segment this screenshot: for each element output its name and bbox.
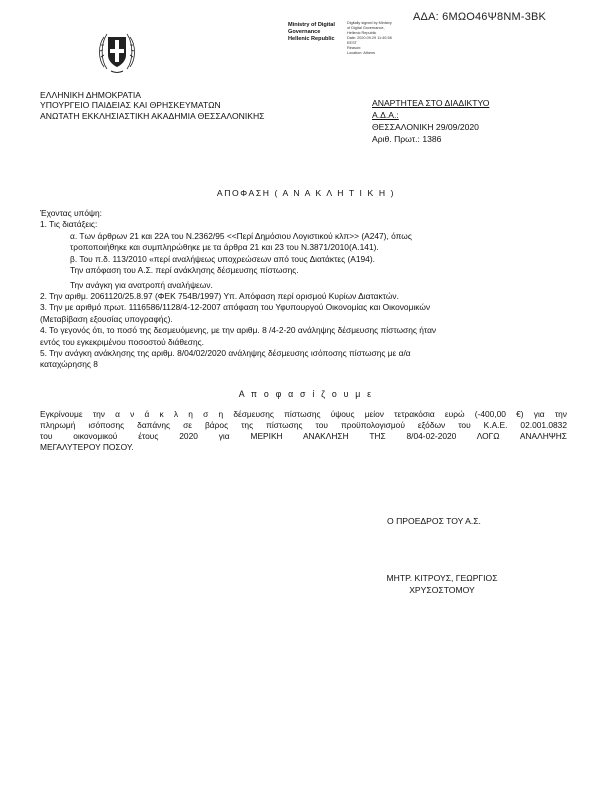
item-5: 5. Την ανάγκη ανάκλησης της αριθμ. 8/04/02/2020 ανάληψης δέσμευσης ισόποσης πίστωσης με α/α — [40, 348, 411, 359]
signatory-name: ΜΗΤΡ. ΚΙΤΡΟΥΣ, ΓΕΩΡΓΙΟΣ ΧΡΥΣΟΣΤΟΜΟΥ — [386, 573, 498, 595]
anartiteo-label: ΑΝΑΡΤΗΤΕΑ ΣΤΟ ΔΙΑΔΙΚΤΥΟ — [372, 98, 490, 108]
decision-text: Εγκρίνουμε την α ν ά κ λ η σ η δέσμευσης πίστωσης ύψους μείον τετρακόσια ευρώ (-400,00 €) για την πληρωμή ισόποσης δαπάνης σε βάρος της πίστωσης του προϋπολογισμού εξόδων του Κ.Α.Ε. 02.001.0832 του οικονομικού έτους 2020 για ΜΕΡΙΚΗ ΑΝΑΚΛΗΣΗ ΤΗΣ 8/04-02-2020 ΛΟΓΩ ΑΝΑΛΗΨΗΣ ΜΕΓΑΛΥΤΕΡΟΥ ΠΟΣΟΥ. — [40, 409, 567, 453]
organization-header: ΕΛΛΗΝΙΚΗ ΔΗΜΟΚΡΑΤΙΑ ΥΠΟΥΡΓΕΙΟ ΠΑΙΔΕΙΑΣ ΚΑΙ ΘΡΗΣΚΕΥΜΑΤΩΝ ΑΝΩΤΑΤΗ ΕΚΚΛΗΣΙΑΣΤΙΚΗ ΑΚΑΔΗΜΙΑ ΘΕΣΣΑΛΟΝΙΚΗΣ — [40, 90, 265, 121]
item-5-cont: καταχώρησης 8 — [40, 359, 98, 370]
item-4: 4. Το γεγονός ότι, το ποσό της δεσμευόμενης, με την αριθμ. 8 /4-2-20 ανάληψης δέσμευσης πίστωσης ήταν — [40, 325, 437, 336]
publication-info — [372, 97, 489, 145]
item-2: 2. Την αριθμ. 2061120/25.8.97 (ΦΕΚ 754Β/1997) Υπ. Απόφαση περί ορισμού Κυρίων Διατακτών. — [40, 290, 399, 301]
item-1d: Την ανάγκη για ανατροπή αναλήψεων. — [70, 279, 213, 290]
digital-signature-details: Digitally signed by Ministry of Digital Governance, Hellenic Republic Date: 2020.09.29 11:40:58 EEST Reason: Location: Athens — [347, 21, 392, 55]
item-1a: α. Των άρθρων 21 και 22Α του Ν.2362/95 <<Περί Δημόσιου Λογιστικού κλπ>> (Α247), όπως — [70, 230, 412, 241]
item-1: 1. Τις διατάξεις: — [40, 219, 98, 230]
item-3: 3. Την με αριθμό πρωτ. 1116586/1128/4-12-2007 απόφαση του Υφυπουργού Οικονομίας και Οικονομικών — [40, 302, 431, 313]
considerations — [40, 208, 570, 371]
ada-number: ΑΔΑ: 6ΜΩΟ46Ψ8ΝΜ-3ΒΚ — [413, 11, 547, 23]
greek-coat-of-arms-icon — [96, 27, 138, 75]
document-title: ΑΠΟΦΑΣΗ ( Α Ν Α Κ Λ Η Τ Ι Κ Η ) — [216, 188, 396, 198]
decision-heading: Α π ο φ α σ ί ζ ο υ μ ε — [238, 389, 374, 399]
digital-signature-block: Ministry of Digital Governance Hellenic Republic — [288, 22, 335, 42]
item-1c: Την απόφαση του Α.Σ. περί ανάκλησης δέσμευσης πίστωσης. — [70, 265, 299, 276]
item-3-cont: (Μεταβίβαση εξουσίας υπογραφής). — [40, 313, 173, 324]
protocol-number: Αριθ. Πρωτ.: 1386 — [372, 134, 442, 145]
item-1b: β. Του π.δ. 113/2010 «περί αναλήψεως υποχρεώσεων από τους Διατάκτες (Α194). — [70, 253, 375, 264]
president-title: Ο ΠΡΟΕΔΡΟΣ ΤΟΥ Α.Σ. — [387, 516, 481, 526]
item-4-cont: εντός του εγκεκριμένου ποσοστού διάθεσης. — [40, 336, 204, 347]
item-1a-cont: τροποποιήθηκε και συμπληρώθηκε με τα άρθρα 21 και 23 του Ν.3871/2010(Α.141). — [70, 242, 379, 253]
ada-label: Α.Δ.Α.: — [372, 110, 399, 121]
having-regard: Έχοντας υπόψη: — [40, 208, 102, 218]
place-date: ΘΕΣΣΑΛΟΝΙΚΗ 29/09/2020 — [372, 122, 479, 133]
